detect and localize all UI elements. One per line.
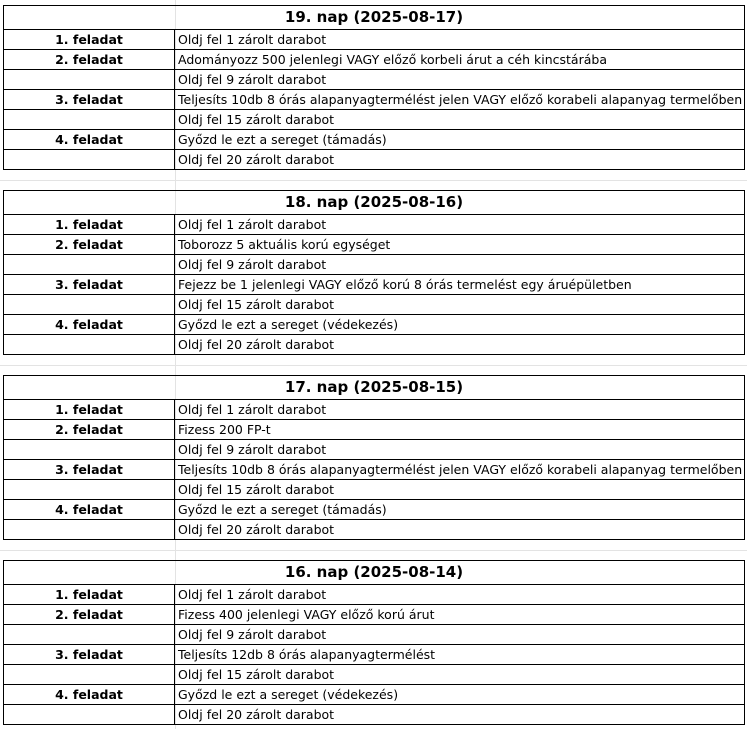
task-row <box>4 645 745 665</box>
task-text-cell[interactable]: Teljesíts 12db 8 órás alapanyagtermélést <box>175 645 745 665</box>
task-row <box>4 275 745 295</box>
day-block <box>3 375 745 540</box>
task-label-cell[interactable] <box>4 625 175 645</box>
task-row <box>4 480 745 500</box>
task-text-cell[interactable]: Győzd le ezt a sereget (védekezés) <box>175 315 745 335</box>
task-row <box>4 665 745 685</box>
task-row <box>4 235 745 255</box>
day-block <box>3 190 745 355</box>
task-text-cell[interactable]: Fizess 200 FP-t <box>175 420 745 440</box>
task-label-cell[interactable] <box>4 440 175 460</box>
task-label-cell[interactable]: 3. feladat <box>4 645 175 665</box>
task-text-cell[interactable]: Toborozz 5 aktuális korú egységet <box>175 235 745 255</box>
task-row <box>4 460 745 480</box>
task-label-cell[interactable]: 1. feladat <box>4 585 175 605</box>
task-label-cell[interactable] <box>4 665 175 685</box>
task-row <box>4 605 745 625</box>
task-row <box>4 50 745 70</box>
task-row <box>4 70 745 90</box>
day-header[interactable]: 19. nap (2025-08-17) <box>4 6 745 30</box>
task-label-cell[interactable]: 4. feladat <box>4 685 175 705</box>
task-label-cell[interactable]: 4. feladat <box>4 500 175 520</box>
task-row <box>4 315 745 335</box>
task-row <box>4 255 745 275</box>
task-row <box>4 110 745 130</box>
task-row <box>4 705 745 725</box>
task-row <box>4 420 745 440</box>
day-block <box>3 560 745 725</box>
task-row <box>4 400 745 420</box>
task-row <box>4 500 745 520</box>
task-row <box>4 150 745 170</box>
task-row <box>4 685 745 705</box>
task-label-cell[interactable] <box>4 70 175 90</box>
task-label-cell[interactable] <box>4 150 175 170</box>
task-text-cell[interactable]: Fizess 400 jelenlegi VAGY előző korú árut <box>175 605 745 625</box>
task-label-cell[interactable] <box>4 295 175 315</box>
task-label-cell[interactable]: 1. feladat <box>4 400 175 420</box>
task-text-cell[interactable]: Oldj fel 15 zárolt darabot <box>175 295 745 315</box>
task-row <box>4 335 745 355</box>
task-label-cell[interactable]: 2. feladat <box>4 420 175 440</box>
task-text-cell[interactable]: Oldj fel 20 zárolt darabot <box>175 150 745 170</box>
task-label-cell[interactable]: 1. feladat <box>4 215 175 235</box>
task-label-cell[interactable]: 2. feladat <box>4 235 175 255</box>
day-header[interactable]: 18. nap (2025-08-16) <box>4 191 745 215</box>
day-header[interactable]: 16. nap (2025-08-14) <box>4 561 745 585</box>
task-text-cell[interactable]: Oldj fel 9 zárolt darabot <box>175 625 745 645</box>
day-header-row <box>4 376 745 400</box>
day-header-row <box>4 191 745 215</box>
task-text-cell[interactable]: Oldj fel 15 zárolt darabot <box>175 665 745 685</box>
task-row <box>4 90 745 110</box>
day-header-row <box>4 561 745 585</box>
task-text-cell[interactable]: Oldj fel 20 zárolt darabot <box>175 335 745 355</box>
task-text-cell[interactable]: Győzd le ezt a sereget (támadás) <box>175 500 745 520</box>
task-row <box>4 130 745 150</box>
task-text-cell[interactable]: Oldj fel 9 zárolt darabot <box>175 440 745 460</box>
task-label-cell[interactable] <box>4 520 175 540</box>
day-table <box>3 5 745 170</box>
task-text-cell[interactable]: Győzd le ezt a sereget (védekezés) <box>175 685 745 705</box>
task-text-cell[interactable]: Oldj fel 1 zárolt darabot <box>175 585 745 605</box>
task-text-cell[interactable]: Győzd le ezt a sereget (támadás) <box>175 130 745 150</box>
task-label-cell[interactable]: 4. feladat <box>4 130 175 150</box>
task-text-cell[interactable]: Oldj fel 9 zárolt darabot <box>175 70 745 90</box>
task-label-cell[interactable]: 3. feladat <box>4 90 175 110</box>
task-text-cell[interactable]: Teljesíts 10db 8 órás alapanyagtermélést jelen VAGY előző korabeli alapanyag termelőben <box>175 90 745 110</box>
task-row <box>4 585 745 605</box>
task-label-cell[interactable] <box>4 705 175 725</box>
task-label-cell[interactable]: 4. feladat <box>4 315 175 335</box>
task-label-cell[interactable]: 1. feladat <box>4 30 175 50</box>
task-text-cell[interactable]: Oldj fel 1 zárolt darabot <box>175 215 745 235</box>
task-text-cell[interactable]: Oldj fel 15 zárolt darabot <box>175 110 745 130</box>
day-block <box>3 5 745 170</box>
task-label-cell[interactable] <box>4 480 175 500</box>
task-row <box>4 625 745 645</box>
task-label-cell[interactable] <box>4 110 175 130</box>
task-text-cell[interactable]: Oldj fel 15 zárolt darabot <box>175 480 745 500</box>
task-label-cell[interactable] <box>4 335 175 355</box>
day-header[interactable]: 17. nap (2025-08-15) <box>4 376 745 400</box>
day-header-row <box>4 6 745 30</box>
task-row <box>4 520 745 540</box>
day-table <box>3 560 745 725</box>
task-text-cell[interactable]: Adományozz 500 jelenlegi VAGY előző korbeli árut a céh kincstárába <box>175 50 745 70</box>
sheet-gridline <box>0 180 747 181</box>
task-row <box>4 440 745 460</box>
task-text-cell[interactable]: Oldj fel 20 zárolt darabot <box>175 705 745 725</box>
task-label-cell[interactable] <box>4 255 175 275</box>
task-label-cell[interactable]: 2. feladat <box>4 50 175 70</box>
day-table <box>3 375 745 540</box>
task-row <box>4 215 745 235</box>
task-text-cell[interactable]: Fejezz be 1 jelenlegi VAGY előző korú 8 órás termelést egy áruépületben <box>175 275 745 295</box>
sheet-gridline <box>0 550 747 551</box>
task-label-cell[interactable]: 3. feladat <box>4 460 175 480</box>
task-text-cell[interactable]: Oldj fel 1 zárolt darabot <box>175 400 745 420</box>
day-table <box>3 190 745 355</box>
sheet-gridline <box>0 365 747 366</box>
task-text-cell[interactable]: Oldj fel 1 zárolt darabot <box>175 30 745 50</box>
task-text-cell[interactable]: Teljesíts 10db 8 órás alapanyagtermélést jelen VAGY előző korabeli alapanyag termelőben <box>175 460 745 480</box>
task-label-cell[interactable]: 3. feladat <box>4 275 175 295</box>
task-text-cell[interactable]: Oldj fel 9 zárolt darabot <box>175 255 745 275</box>
task-row <box>4 30 745 50</box>
task-row <box>4 295 745 315</box>
task-text-cell[interactable]: Oldj fel 20 zárolt darabot <box>175 520 745 540</box>
task-label-cell[interactable]: 2. feladat <box>4 605 175 625</box>
